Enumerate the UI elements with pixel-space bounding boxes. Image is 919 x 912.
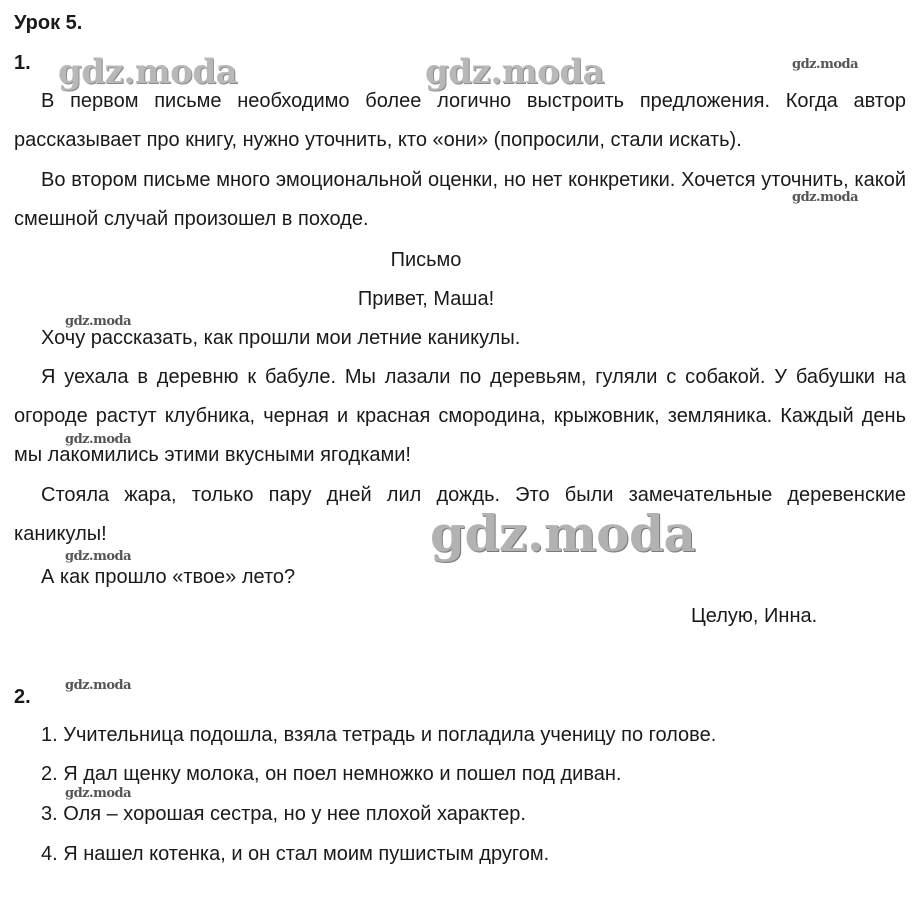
watermark: gdz.moda bbox=[792, 57, 859, 72]
letter-line-1: Хочу рассказать, как прошли мои летние каникулы. bbox=[41, 327, 521, 349]
watermark: gdz.moda bbox=[65, 549, 132, 564]
letter-greeting: Привет, Маша! bbox=[357, 288, 495, 310]
watermark: gdz.moda bbox=[58, 52, 238, 92]
letter-signature: Целую, Инна. bbox=[691, 605, 818, 627]
watermark: gdz.moda bbox=[65, 678, 132, 693]
task-2-item-1: 1. Учительница подошла, взяла тетрадь и погладила ученицу по голове. bbox=[41, 724, 717, 746]
watermark: gdz.moda bbox=[65, 314, 132, 329]
task-2-item-4: 4. Я нашел котенка, и он стал моим пушистым другом. bbox=[41, 843, 550, 865]
watermark: gdz.moda bbox=[65, 786, 132, 801]
task-2-item-2: 2. Я дал щенку молока, он поел немножко и пошел под диван. bbox=[41, 763, 622, 785]
task-1-paragraph-1: В первом письме необходимо более логично выстроить предложения. Когда автор рассказывает про книгу, нужно уточнить, кто «они» (попросили, стали искать). bbox=[14, 90, 906, 151]
task-1-number: 1. bbox=[14, 52, 31, 74]
letter-paragraph-weather: Стояла жара, только пару дней лил дождь. Это были замечательные деревенские каникулы! bbox=[14, 484, 906, 545]
letter-paragraph-village: Я уехала в деревню к бабуле. Мы лазали по деревьям, гуляли с собакой. У бабушки на огороде растут клубника, черная и красная смородина, крыжовник, земляника. Каждый день мы лакомились этими вкусными ягодками! bbox=[14, 366, 906, 466]
lesson-title: Урок 5. bbox=[14, 12, 83, 34]
letter-question: А как прошло «твое» лето? bbox=[41, 566, 296, 588]
task-2-item-3: 3. Оля – хорошая сестра, но у нее плохой характер. bbox=[41, 803, 526, 825]
task-1-paragraph-2: Во втором письме много эмоциональной оценки, но нет конкретики. Хочется уточнить, какой смешной случай произошел в походе. bbox=[14, 169, 906, 230]
watermark: gdz.moda bbox=[425, 52, 605, 92]
watermark: gdz.moda bbox=[430, 504, 696, 563]
letter-heading: Письмо bbox=[390, 249, 462, 271]
task-2-number: 2. bbox=[14, 686, 31, 708]
watermark: gdz.moda bbox=[65, 432, 132, 447]
watermark: gdz.moda bbox=[792, 190, 859, 205]
